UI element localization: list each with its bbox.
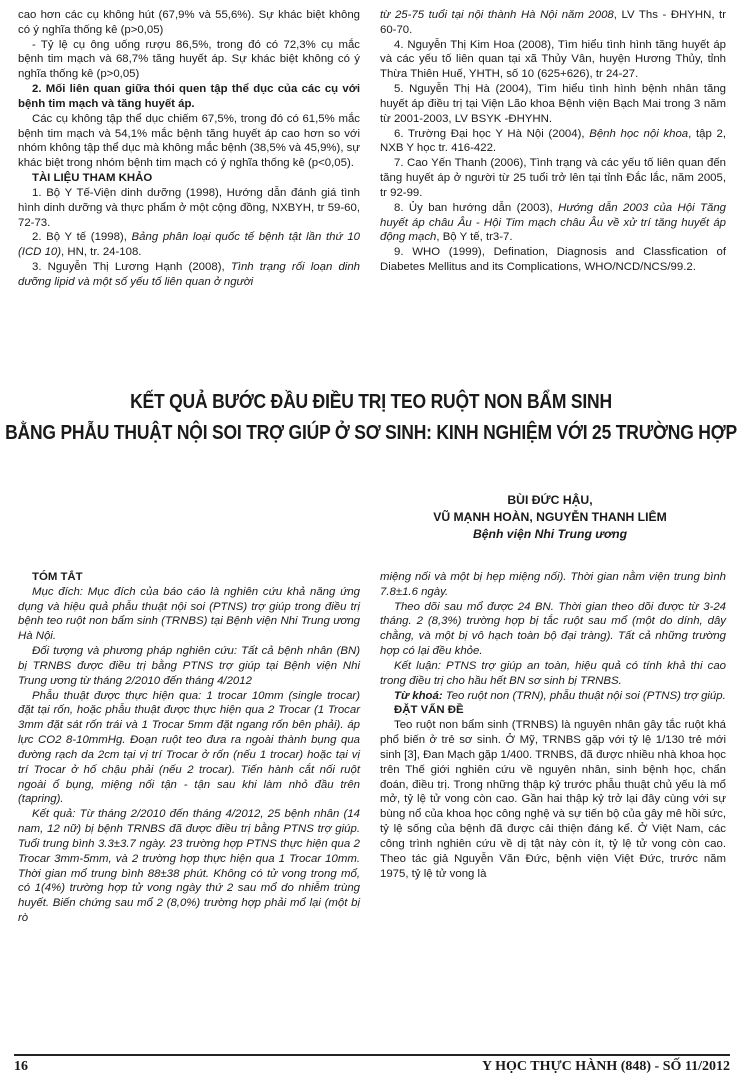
journal-name: Y HỌC THỰC HÀNH (848) - SỐ 11/2012 [482, 1059, 730, 1074]
title-line: KẾT QUẢ BƯỚC ĐẦU ĐIỀU TRỊ TEO RUỘT NON BẨM SINH [130, 389, 612, 413]
reference-item: 9. WHO (1999), Defination, Diagnosis and Classfication of Diabetes Mellitus and its Complications, WHO/NCD/NCS/99.2. [380, 246, 726, 274]
ref-text: 3. Nguyễn Thị Lương Hạnh (2008), [32, 261, 231, 274]
paragraph: Các cụ không tập thể dục chiếm 67,5%, trong đó có 61,5% mắc bệnh tim mạch và 54,1% mắc bệnh tăng huyết áp cao hơn so với nhóm không tập thể dục mà không mắc bệnh (38,5% và 45,9%), sự khác biệt trong nhóm bệnh tim mạch có ý nghĩa thống kê (p<0,05). [18, 112, 360, 170]
title-line: BẰNG PHẪU THUẬT NỘI SOI TRỢ GIÚP Ở SƠ SINH: KINH NGHIỆM VỚI 25 TRƯỜNG HỢP [5, 420, 737, 444]
ref-title: Bệnh học nội khoa [589, 127, 689, 140]
ref-text: , tập 2, NXB Y học tr. 416-422. [380, 127, 726, 155]
summary-heading: TÓM TẮT [32, 571, 83, 583]
ref-text: , HN, tr. 24-108. [61, 246, 142, 259]
references-heading: TÀI LIỆU THAM KHẢO [32, 172, 153, 185]
paragraph: Mục đích: Mục đích của báo cáo là nghiên cứu khả năng ứng dụng và hiệu quả phẫu thuật nội soi (PTNS) trợ giúp trong điều trị bệnh teo ruột non bẩm sinh (TRNBS) tại Bệnh viện Nhi Trung ương Hà Nội. [18, 585, 360, 643]
section-heading: 2. Mối liên quan giữa thói quen tập thể dục của các cụ với bệnh tim mạch và tăng huyết áp. [18, 83, 360, 110]
ref-title: Bảng phân loại quốc tế bệnh tật lần thứ 10 (ICD 10) [18, 231, 360, 259]
paragraph: Phẫu thuật được thực hiện qua: 1 trocar 10mm (single trocar) đặt tại rốn, hoặc phẫu thuật được thực hiện qua 2 Trocar (1 Trocar 3mm đặt sát rốn trái và 1 Trocar 5mm đặt ngang rốn bên phải). áp lực CO2 8-10mmHg. Đoạn ruột teo đưa ra ngoài thành bụng qua đường rạch da 2cm tại vị trí Trocar ở rốn (nếu 1 trocar) hoặc tại vị trí Trocar ở hố chậu phải (nếu 2 trocar). Tiến hành cắt nối ruột ngoài ổ bụng, miệng nối tận - tận sau khi làm nhỏ đầu trên (tapring). [18, 689, 360, 806]
ref-text: 8. Ủy ban hướng dẫn (2003), [394, 201, 559, 214]
reference-item [18, 260, 360, 290]
ref-title: từ 25-75 tuổi tại nội thành Hà Nội năm 2008 [380, 9, 614, 21]
paragraph: Kết luận: PTNS trợ giúp an toàn, hiệu quả có tính khả thi cao trong điều trị cho hầu hết BN sơ sinh bị TRNBS. [380, 659, 726, 687]
ref-text: 2. Bộ Y tế (1998), [32, 231, 132, 244]
paragraph: Đối tượng và phương pháp nghiên cứu: Tất cả bệnh nhân (BN) bị TRNBS được điều trị bằng PTNS trợ giúp tại Bệnh viện Nhi Trung ương từ tháng 2/2010 đến tháng 4/2012 [18, 645, 360, 687]
reference-item [380, 8, 726, 38]
bottom-left-column [18, 570, 360, 926]
keywords-label: Từ khoá: [394, 689, 443, 702]
authors-block [400, 492, 700, 543]
paragraph: Kết quả: Từ tháng 2/2010 đến tháng 4/2012, 25 bệnh nhân (14 nam, 12 nữ) bị bệnh TRNBS đã được điều trị bằng PTNS trợ giúp. Tuổi trung bình 3.3±3.7 ngày. 23 trường hợp PTNS thực hiện qua 2 Trocar 3mm-5mm, và 2 trường hợp thực hiện qua 1 Trocar 10mm. Thời gian mổ trung bình 88±38 phút. Không có tử vong trong mổ, có 1(4%) trường hợp tử vong ngày thứ 2 sau mổ do nhiễm trùng huyết. Biến chứng sau mổ 2 (8,0%) trường hợp phải mổ lại (một bị rò [18, 808, 360, 925]
institution: Bệnh viện Nhi Trung ương [472, 527, 628, 542]
top-left-column [18, 8, 360, 290]
paragraph: Theo dõi sau mổ được 24 BN. Thời gian theo dõi được từ 3-24 tháng. 2 (8,3%) trường hợp bị tắc ruột sau mổ (một do dính, dây chằng, và một bị vô hạch toàn bộ đại tràng). Tất cả những trường hợp có lại đều khỏe. [380, 600, 726, 658]
author-line: VŨ MẠNH HOÀN, NGUYỄN THANH LIÊM [433, 510, 667, 525]
page-number: 16 [14, 1059, 28, 1074]
reference-item [380, 127, 726, 157]
keywords [380, 689, 726, 704]
paragraph: miệng nối và một bị hẹp miệng nối). Thời gian nằm viện trung bình 7.8±1.6 ngày. [380, 571, 726, 598]
reference-item [380, 201, 726, 245]
bottom-right-column [380, 570, 726, 881]
reference-item [18, 230, 360, 260]
ref-text: 6. Trường Đại học Y Hà Nội (2004), [394, 127, 590, 140]
ref-title: Hướng dẫn 2003 của Hội Tăng huyết áp châu Âu - Hội Tim mạch châu Âu về xử trí tăng huyết áp động mạch [380, 201, 726, 244]
reference-item: 1. Bộ Y Tế-Viện dinh dưỡng (1998), Hướng dẫn đánh giá tình hình dinh dưỡng và thực phẩm ở một cộng đồng, NXBYH, tr 59-60, 72-73. [18, 186, 360, 229]
ref-title: Tình trạng rối loạn dinh dưỡng lipid và một số yếu tố liên quan ở người [18, 261, 360, 288]
paragraph: - Tỷ lệ cụ ông uống rượu 86,5%, trong đó có 72,3% cụ mắc bệnh tim mạch và 68,7% tăng huyết áp. Sự khác biệt không có ý nghĩa thống kê (p>0,05) [18, 38, 360, 81]
article-title [0, 386, 742, 448]
ref-text: , LV Ths - ĐHYHN, tr 60-70. [380, 9, 726, 36]
footer-divider [14, 1054, 730, 1056]
keywords-text: Teo ruột non (TRN), phẫu thuật nội soi (PTNS) trợ giúp. [442, 689, 726, 702]
paragraph: cao hơn các cụ không hút (67,9% và 55,6%). Sự khác biệt không có ý nghĩa thống kê (p>0,05) [18, 9, 360, 36]
intro-heading: ĐẶT VẤN ĐỀ [394, 704, 464, 717]
reference-item: 4. Nguyễn Thị Kim Hoa (2008), Tìm hiểu tình hình tăng huyết áp và các yếu tố liên quan tại xã Thủy Vân, huyện Hương Thủy, tỉnh Thừa Thiên Huế, YHTH, số 10 (625+626), tr 24-27. [380, 38, 726, 81]
reference-item: 5. Nguyễn Thị Hà (2004), Tìm hiểu tình hình bệnh nhân tăng huyết áp điều trị tại Viện Lão khoa Bệnh viện Bạch Mai trong 3 năm từ 2001-2003, LV BSYK -ĐHYHN. [380, 83, 726, 125]
reference-item: 7. Cao Yến Thanh (2006), Tình trạng và các yếu tố liên quan đến tăng huyết áp ở người từ 25 tuổi trở lên tại tỉnh Đắc lắc, năm 2005, tr 92-99. [380, 157, 726, 199]
top-right-column [380, 8, 726, 275]
paragraph: Teo ruột non bẩm sinh (TRNBS) là nguyên nhân gây tắc ruột khá phổ biến ở trẻ sơ sinh. Ở Mỹ, TRNBS gặp với tỷ lệ 1/130 trẻ mới sinh [3], Đan Mạch gặp 1/400. TRNBS, đã được nhiều nhà khoa học trên Thế giới nghiên cứu về nguyên nhân, sinh bệnh học, chẩn đoán, điều trị. Trong những thập kỷ trước phẫu thuật chủ yếu là mổ mở, tỷ lệ tử vong còn cao. Gần hai thập kỷ trở lại đây cùng với sự bùng nổ của khoa học công nghệ và sự tiến bộ của gây mê hồi sức, tỷ lệ sống của bệnh đã được cải thiện đáng kể. Ở Việt Nam, các công trình nghiên cứu về dị tật này còn ít, tỷ lệ tử vong còn cao. Theo tác giả Nguyễn Văn Đức, bệnh viện Việt Đức, trước năm 1975, tỷ lệ tử vong là [380, 719, 726, 880]
author-line: BÙI ĐỨC HẬU, [507, 493, 593, 507]
ref-text: , Bộ Y tế, tr3-7. [436, 231, 513, 244]
